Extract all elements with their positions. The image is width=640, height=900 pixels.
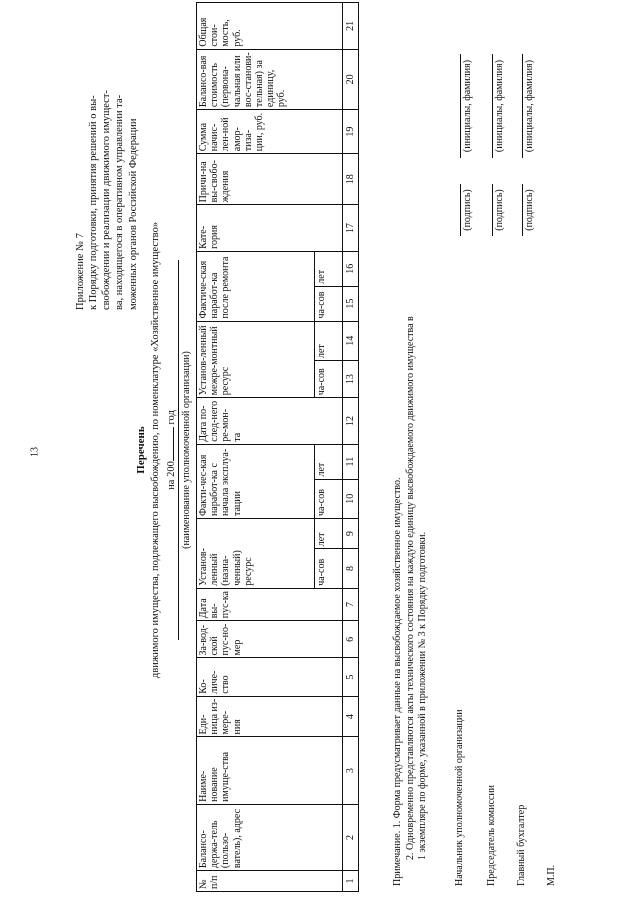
appendix-block xyxy=(74,40,140,310)
column-number: 21 xyxy=(343,3,359,50)
signature-caption: (подпись) xyxy=(460,184,474,236)
header-cell: Факти-чес-кая наработ-ка с начала эксплуа-тации xyxy=(197,444,315,518)
column-number: 18 xyxy=(343,154,359,205)
name-caption: (инициалы, фамилия) xyxy=(522,54,536,158)
header-cell: Сумма начис-лен-ной амор-тиза-ции, руб. xyxy=(197,110,343,154)
property-table xyxy=(196,2,359,892)
org-name-line xyxy=(178,260,179,640)
column-number: 2 xyxy=(343,804,359,870)
column-number: 6 xyxy=(343,621,359,658)
subheader-hours: ча-сов xyxy=(315,361,343,398)
commission-chairman-label: Председатель комиссии xyxy=(486,784,497,886)
appendix-line: ва, находящегося в оперативном управлении та- xyxy=(114,94,126,310)
column-number: 10 xyxy=(343,479,359,519)
note-1: Примечание. 1. Форма предусматривает данные на высвобождаемое хозяйственное имущество. xyxy=(392,477,403,886)
header-cell: Дата по-след-него ре-мон-та xyxy=(197,398,343,444)
page-number: 13 xyxy=(29,447,41,457)
subheader-years: лет xyxy=(315,251,343,286)
header-cell: № п/п xyxy=(197,871,343,892)
header-cell: Кате-гория xyxy=(197,205,343,251)
subheader-years: лет xyxy=(315,321,343,361)
header-cell: Фактиче-ская наработ-ка после ремонта xyxy=(197,251,315,321)
header-cell: Дата вы-пус-ка xyxy=(197,588,343,621)
header-cell: Балансо-вая стоимость (первона-чальная или вос-станови-тельная) за единицу, руб. xyxy=(197,49,343,109)
column-number-row xyxy=(343,3,359,892)
year-suffix: год xyxy=(166,410,177,425)
subheader-hours: ча-сов xyxy=(315,479,343,519)
column-number: 12 xyxy=(343,398,359,444)
signature-caption: (подпись) xyxy=(492,184,506,236)
column-number: 1 xyxy=(343,871,359,892)
document-heading: Перечень xyxy=(135,426,147,474)
year-blank xyxy=(163,427,174,461)
column-number: 11 xyxy=(343,444,359,479)
column-number: 14 xyxy=(343,321,359,361)
column-number: 5 xyxy=(343,658,359,696)
column-number: 15 xyxy=(343,286,359,321)
note-2-continued: 1 экземпляре по форме, указанной в приложении № 3 к Порядку подготовки. xyxy=(417,531,428,860)
appendix-title: Приложение № 7 xyxy=(75,233,86,310)
column-number: 13 xyxy=(343,361,359,398)
chief-accountant-label: Главный бухгалтер xyxy=(516,804,527,886)
subheader-hours: ча-сов xyxy=(315,286,343,321)
header-row xyxy=(197,3,315,892)
column-number: 8 xyxy=(343,549,359,589)
column-number: 9 xyxy=(343,519,359,549)
name-caption: (инициалы, фамилия) xyxy=(460,54,474,158)
header-cell: Еди-ница из-мере-ния xyxy=(197,696,343,737)
year-prefix: на 200 xyxy=(166,461,177,490)
header-cell: Наиме-нование имуще-ства xyxy=(197,737,343,804)
header-cell: Общая стои-мость, руб. xyxy=(197,3,343,50)
column-number: 4 xyxy=(343,696,359,737)
appendix-line: к Порядку подготовки, принятия решений о вы- xyxy=(88,95,100,310)
subheader-years: лет xyxy=(315,519,343,549)
column-number: 20 xyxy=(343,49,359,109)
subheader-years: лет xyxy=(315,444,343,479)
appendix-line: моженных органов Российской Федерации xyxy=(127,118,139,310)
name-caption: (инициалы, фамилия) xyxy=(492,54,506,158)
subheader-hours: ча-сов xyxy=(315,549,343,589)
header-cell: Ко-личе-ство xyxy=(197,658,343,696)
header-cell: Установ-ленный (назна-ченный) ресурс xyxy=(197,519,315,589)
header-cell: Установ-ленный межре-монтный ресурс xyxy=(197,321,315,398)
signature-caption: (подпись) xyxy=(522,184,536,236)
notes-block xyxy=(392,86,430,886)
header-cell: За-вод-ской пус-но-мер xyxy=(197,621,343,658)
column-number: 17 xyxy=(343,205,359,251)
appendix-line: свобождении и реализации движимого имущест- xyxy=(101,90,113,310)
column-number: 7 xyxy=(343,588,359,621)
head-of-organization-label: Начальник уполномоченной организации xyxy=(454,709,465,886)
column-number: 16 xyxy=(343,251,359,286)
header-cell: Причи-на вы-свобо-ждения xyxy=(197,154,343,205)
note-2: 2. Одновременно представляются акты технического состояния на каждую единицу высвобождаемого движимого имущества в xyxy=(404,316,416,860)
header-cell: Балансо-держа-тель (пользо-ватель), адрес xyxy=(197,804,343,870)
document-subtitle: движимого имущества, подлежащего высвобождению, по номенклатуре «Хозяйственное имущество» xyxy=(150,221,161,679)
org-name-caption: (наименование уполномоченной организации) xyxy=(181,351,192,549)
document-year-line xyxy=(163,0,178,900)
column-number: 3 xyxy=(343,737,359,804)
column-number: 19 xyxy=(343,110,359,154)
seal-label: М.П. xyxy=(546,864,557,886)
